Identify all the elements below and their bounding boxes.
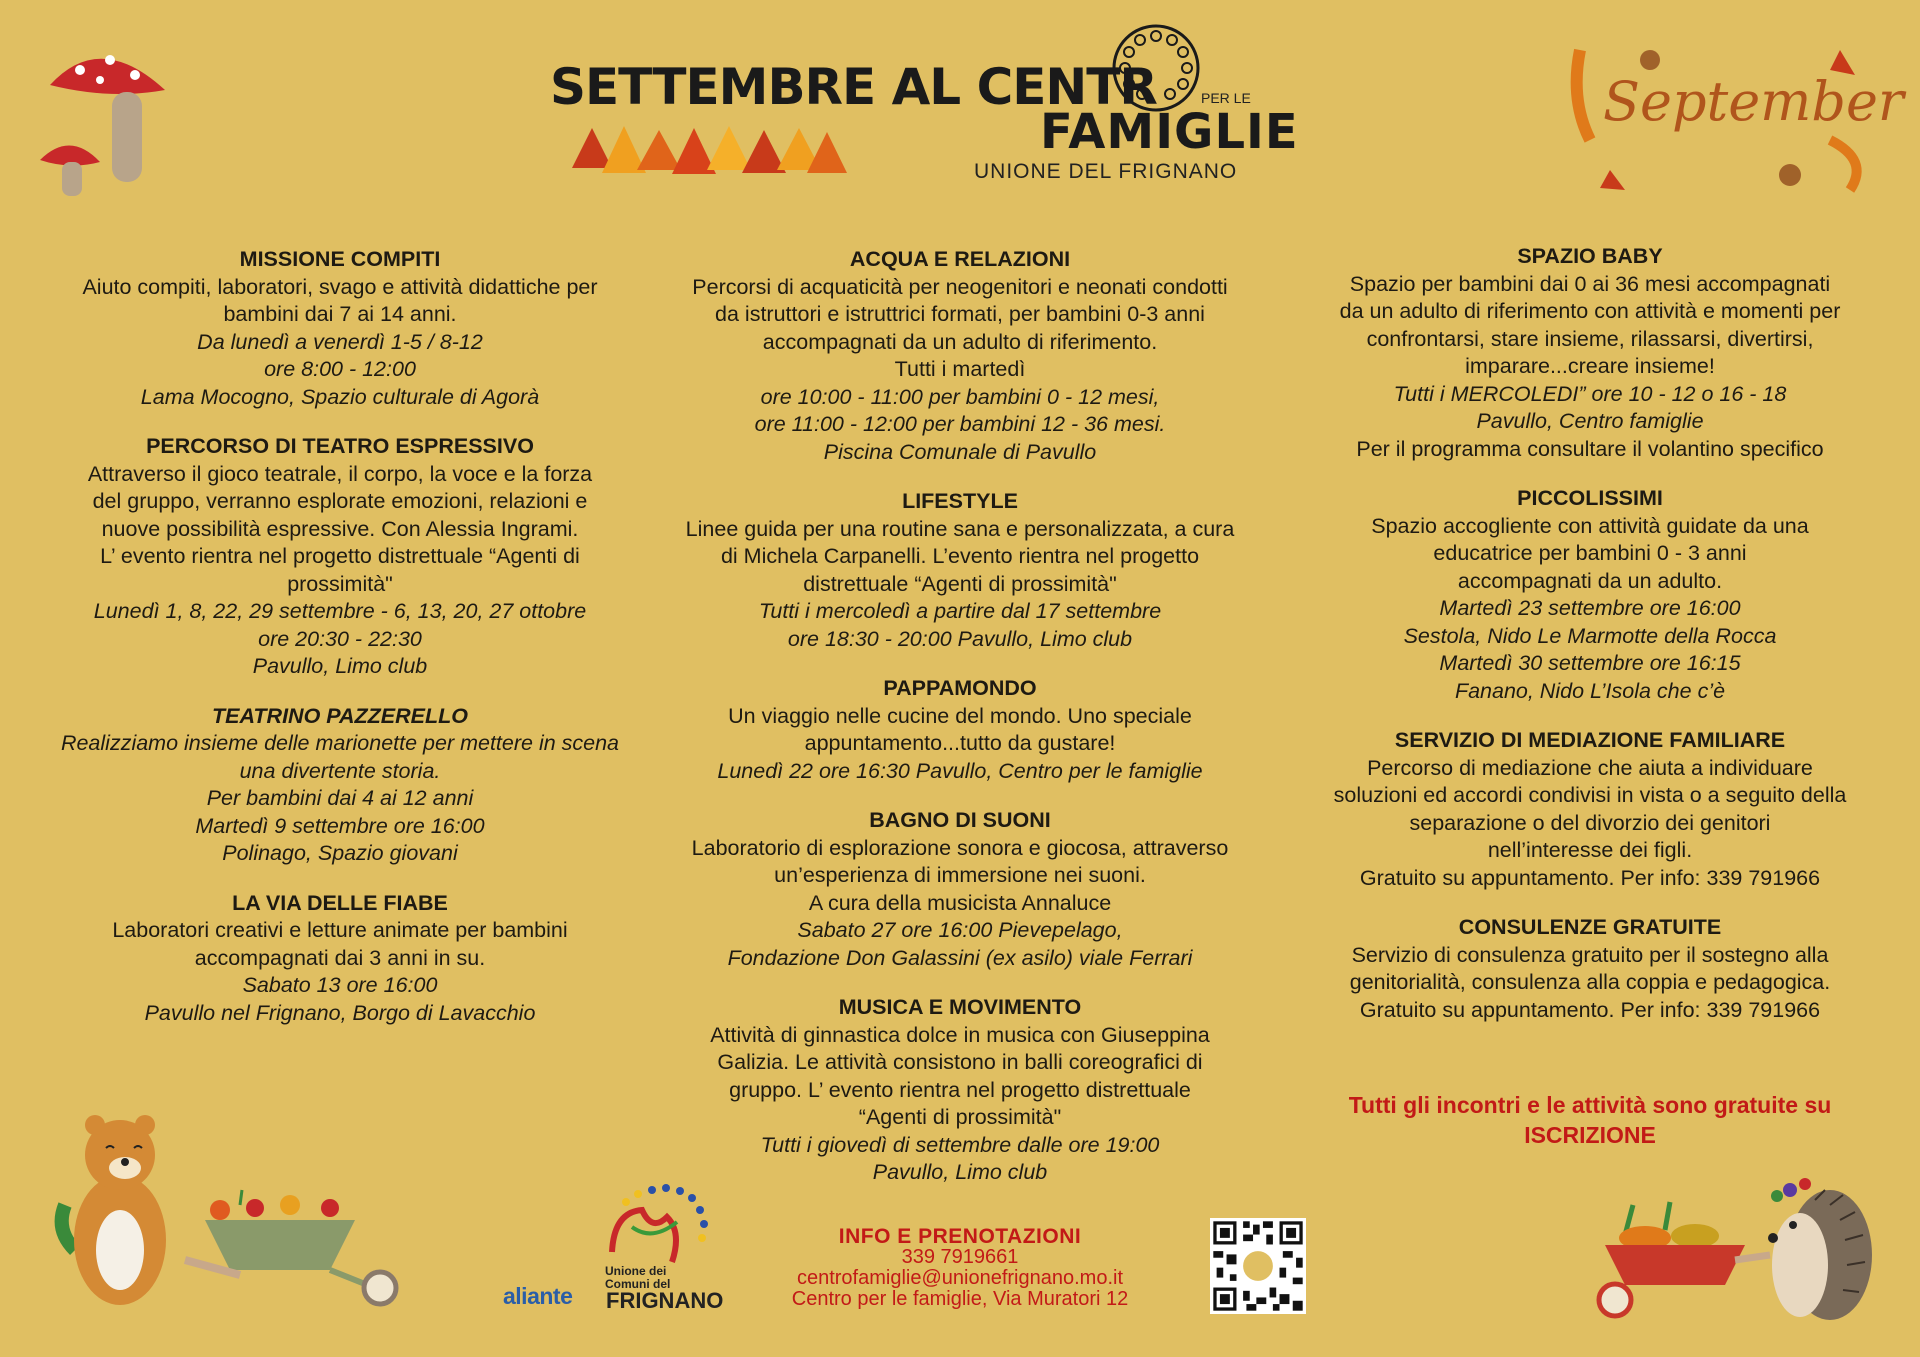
column-center bbox=[650, 246, 1270, 1209]
notice-line-1: Tutti gli incontri e le attività sono gratuite su bbox=[1348, 1092, 1832, 1118]
event-line: Laboratorio di esplorazione sonora e giocosa, attraverso bbox=[691, 835, 1229, 860]
event-line: Percorsi di acquaticità per neogenitori e neonati condotti bbox=[692, 274, 1228, 299]
info-phone[interactable]: 339 7919661 bbox=[901, 1246, 1019, 1268]
autumn-leaves-icon bbox=[562, 118, 852, 184]
event-section bbox=[40, 703, 640, 868]
info-title: INFO E PRENOTAZIONI bbox=[838, 1225, 1082, 1248]
event-line: Pavullo, Limo club bbox=[252, 654, 428, 678]
event-line: Per bambini dai 4 ai 12 anni bbox=[206, 786, 474, 810]
event-line: Gratuito su appuntamento. Per info: 339 791966 bbox=[1359, 865, 1821, 890]
bear-illustration-icon bbox=[50, 1110, 170, 1310]
event-line: Pavullo, Centro famiglie bbox=[1476, 409, 1704, 433]
event-line: nell’interesse dei figli. bbox=[1487, 838, 1693, 862]
event-section bbox=[650, 675, 1270, 785]
event-title: LIFESTYLE bbox=[902, 489, 1018, 513]
event-line: Polinago, Spazio giovani bbox=[222, 841, 458, 865]
event-section bbox=[650, 994, 1270, 1187]
event-line: ore 8:00 - 12:00 bbox=[264, 357, 416, 381]
event-line: Percorso di mediazione che aiuta a individuare bbox=[1367, 755, 1813, 780]
event-section bbox=[40, 433, 640, 681]
info-block bbox=[730, 1226, 1190, 1310]
event-line: Spazio accogliente con attività guidate da una bbox=[1371, 513, 1809, 538]
event-line: separazione o del divorzio dei genitori bbox=[1409, 810, 1771, 835]
event-line: Lunedì 22 ore 16:30 Pavullo, Centro per le famiglie bbox=[717, 758, 1203, 783]
info-email[interactable]: centrofamiglie@unionefrignano.mo.it bbox=[796, 1267, 1124, 1289]
event-line: imparare...creare insieme! bbox=[1465, 354, 1715, 378]
event-line: Pavullo nel Frignano, Borgo di Lavacchio bbox=[144, 1000, 536, 1025]
event-line: Martedì 23 settembre ore 16:00 bbox=[1439, 596, 1741, 620]
event-line: Sabato 13 ore 16:00 bbox=[242, 973, 438, 997]
aliante-logo: aliante bbox=[503, 1283, 573, 1309]
event-title: PICCOLISSIMI bbox=[1517, 486, 1663, 510]
event-line: ore 20:30 - 22:30 bbox=[258, 626, 422, 651]
event-line: ore 11:00 - 12:00 per bambini 12 - 36 mesi. bbox=[754, 412, 1166, 436]
event-line: Spazio per bambini dai 0 ai 36 mesi accompagnati bbox=[1349, 271, 1831, 296]
wheelbarrow-fruit-icon bbox=[180, 1180, 410, 1310]
event-line: Galizia. Le attività consistono in balli coreografici di bbox=[717, 1050, 1203, 1074]
event-line: Sabato 27 ore 16:00 Pievepelago, bbox=[797, 918, 1123, 942]
event-line: Per il programma consultare il volantino specifico bbox=[1356, 436, 1824, 461]
event-line: Realizziamo insieme delle marionette per mettere in scena bbox=[60, 731, 620, 755]
event-line: accompagnati da un adulto. bbox=[1457, 568, 1723, 593]
event-line: accompagnati da un adulto di riferimento. bbox=[762, 329, 1158, 354]
event-line: A cura della musicista Annaluce bbox=[808, 890, 1112, 915]
event-line: bambini dai 7 ai 14 anni. bbox=[223, 302, 457, 326]
header-unione: UNIONE DEL FRIGNANO bbox=[974, 160, 1238, 183]
event-section bbox=[40, 246, 640, 411]
event-line: da istruttori e istruttrici formati, per bambini 0-3 anni bbox=[715, 302, 1205, 326]
event-title: SERVIZIO DI MEDIAZIONE FAMILIARE bbox=[1394, 728, 1786, 752]
event-line: Martedì 9 settembre ore 16:00 bbox=[195, 813, 485, 838]
event-line: Tutti i giovedì di settembre dalle ore 19:00 bbox=[760, 1132, 1160, 1157]
qr-code-icon[interactable] bbox=[1210, 1218, 1306, 1314]
event-title: MISSIONE COMPITI bbox=[239, 247, 441, 271]
header-per-le: PER LE bbox=[1201, 90, 1251, 106]
event-title: MUSICA E MOVIMENTO bbox=[838, 995, 1082, 1019]
event-line: accompagnati dai 3 anni in su. bbox=[194, 945, 486, 970]
event-section bbox=[1290, 727, 1890, 892]
header-famiglie: FAMIGLIE bbox=[1040, 104, 1299, 160]
unione-logo-small-text: Unione dei Comuni del bbox=[605, 1264, 671, 1291]
event-line: Servizio di consulenza gratuito per il sostegno alla bbox=[1351, 942, 1829, 967]
event-title: BAGNO DI SUONI bbox=[869, 808, 1051, 832]
event-line: ore 18:30 - 20:00 Pavullo, Limo club bbox=[787, 626, 1133, 651]
event-line: “Agenti di prossimità" bbox=[858, 1105, 1062, 1129]
unione-frignano-logo-icon bbox=[592, 1182, 722, 1272]
event-line: L’ evento rientra nel progetto distrettuale “Agenti di bbox=[100, 544, 580, 568]
centro-famiglie-logo-ring bbox=[1108, 22, 1204, 114]
event-section bbox=[1290, 485, 1890, 705]
event-section bbox=[650, 488, 1270, 653]
event-line: prossimità" bbox=[287, 571, 393, 596]
unione-logo-big-text: FRIGNANO bbox=[606, 1288, 724, 1313]
event-line: un’esperienza di immersione nei suoni. bbox=[774, 863, 1146, 887]
event-line: Laboratori creativi e letture animate per bambini bbox=[112, 918, 568, 942]
event-title: SPAZIO BABY bbox=[1517, 244, 1663, 268]
event-line: genitorialità, consulenza alla coppia e pedagogica. bbox=[1349, 970, 1831, 994]
column-right bbox=[1290, 243, 1890, 1046]
event-section bbox=[650, 807, 1270, 972]
event-line: Piscina Comunale di Pavullo bbox=[823, 439, 1097, 464]
event-line: Attraverso il gioco teatrale, il corpo, la voce e la forza bbox=[87, 461, 593, 486]
event-line: Attività di ginnastica dolce in musica con Giuseppina bbox=[710, 1022, 1210, 1047]
event-line: Lama Mocogno, Spazio culturale di Agorà bbox=[140, 384, 540, 409]
event-line: Aiuto compiti, laboratori, svago e attività didattiche per bbox=[82, 274, 598, 299]
event-line: Un viaggio nelle cucine del mondo. Uno speciale bbox=[728, 703, 1192, 728]
hedgehog-illustration-icon bbox=[1755, 1170, 1875, 1330]
event-line: Fondazione Don Galassini (ex asilo) viale Ferrari bbox=[727, 945, 1193, 970]
event-line: soluzioni ed accordi condivisi in vista o a seguito della bbox=[1333, 783, 1847, 807]
event-line: educatrice per bambini 0 - 3 anni bbox=[1433, 541, 1747, 565]
september-badge-text: September bbox=[1603, 70, 1904, 133]
event-line: Da lunedì a venerdì 1-5 / 8-12 bbox=[197, 329, 483, 354]
event-section bbox=[1290, 243, 1890, 463]
mushroom-icon bbox=[40, 40, 170, 200]
event-line: di Michela Carpanelli. L’evento rientra nel progetto bbox=[720, 544, 1200, 568]
event-title: LA VIA DELLE FIABE bbox=[232, 890, 448, 915]
event-line: del gruppo, verranno esplorate emozioni, relazioni e bbox=[92, 489, 588, 513]
event-title: TEATRINO PAZZERELLO bbox=[212, 703, 468, 728]
event-section bbox=[1290, 914, 1890, 1024]
event-line: distrettuale “Agenti di prossimità" bbox=[803, 571, 1117, 596]
event-title: CONSULENZE GRATUITE bbox=[1458, 915, 1722, 939]
event-line: nuove possibilità espressive. Con Alessia Ingrami. bbox=[101, 516, 579, 541]
event-line: Fanano, Nido L’Isola che c’è bbox=[1454, 678, 1726, 703]
header-title: SETTEMBRE AL CENTR bbox=[550, 58, 1157, 116]
event-line: ore 10:00 - 11:00 per bambini 0 - 12 mesi, bbox=[760, 384, 1160, 409]
event-line: Lunedì 1, 8, 22, 29 settembre - 6, 13, 20, 27 ottobre bbox=[93, 599, 587, 623]
event-line: Pavullo, Limo club bbox=[872, 1160, 1048, 1184]
event-line: Linee guida per una routine sana e personalizzata, a cura bbox=[685, 516, 1235, 541]
notice-line-2: ISCRIZIONE bbox=[1524, 1122, 1656, 1148]
event-section bbox=[40, 890, 640, 1028]
event-section bbox=[650, 246, 1270, 466]
event-line: una divertente storia. bbox=[239, 758, 441, 783]
event-line: Martedì 30 settembre ore 16:15 bbox=[1439, 651, 1741, 675]
event-line: Tutti i martedì bbox=[894, 357, 1026, 381]
event-line: Tutti i mercoledì a partire dal 17 settembre bbox=[758, 599, 1162, 623]
event-title: PERCORSO DI TEATRO ESPRESSIVO bbox=[146, 434, 534, 458]
info-address: Centro per le famiglie, Via Muratori 12 bbox=[791, 1288, 1129, 1310]
event-line: gruppo. L’ evento rientra nel progetto distrettuale bbox=[729, 1077, 1191, 1102]
column-left bbox=[40, 246, 640, 1049]
event-line: Tutti i MERCOLEDI” ore 10 - 12 o 16 - 18 bbox=[1393, 381, 1787, 406]
event-title: PAPPAMONDO bbox=[883, 676, 1037, 700]
event-title: ACQUA E RELAZIONI bbox=[849, 247, 1071, 271]
event-line: confrontarsi, stare insieme, rilassarsi, divertirsi, bbox=[1366, 326, 1814, 351]
event-line: da un adulto di riferimento con attività e momenti per bbox=[1339, 299, 1841, 323]
event-line: Sestola, Nido Le Marmotte della Rocca bbox=[1403, 623, 1777, 648]
event-line: appuntamento...tutto da gustare! bbox=[804, 731, 1116, 755]
free-activities-notice bbox=[1290, 1090, 1890, 1150]
wheelbarrow-vegetables-icon bbox=[1585, 1200, 1775, 1325]
event-line: Gratuito su appuntamento. Per info: 339 791966 bbox=[1359, 997, 1821, 1022]
